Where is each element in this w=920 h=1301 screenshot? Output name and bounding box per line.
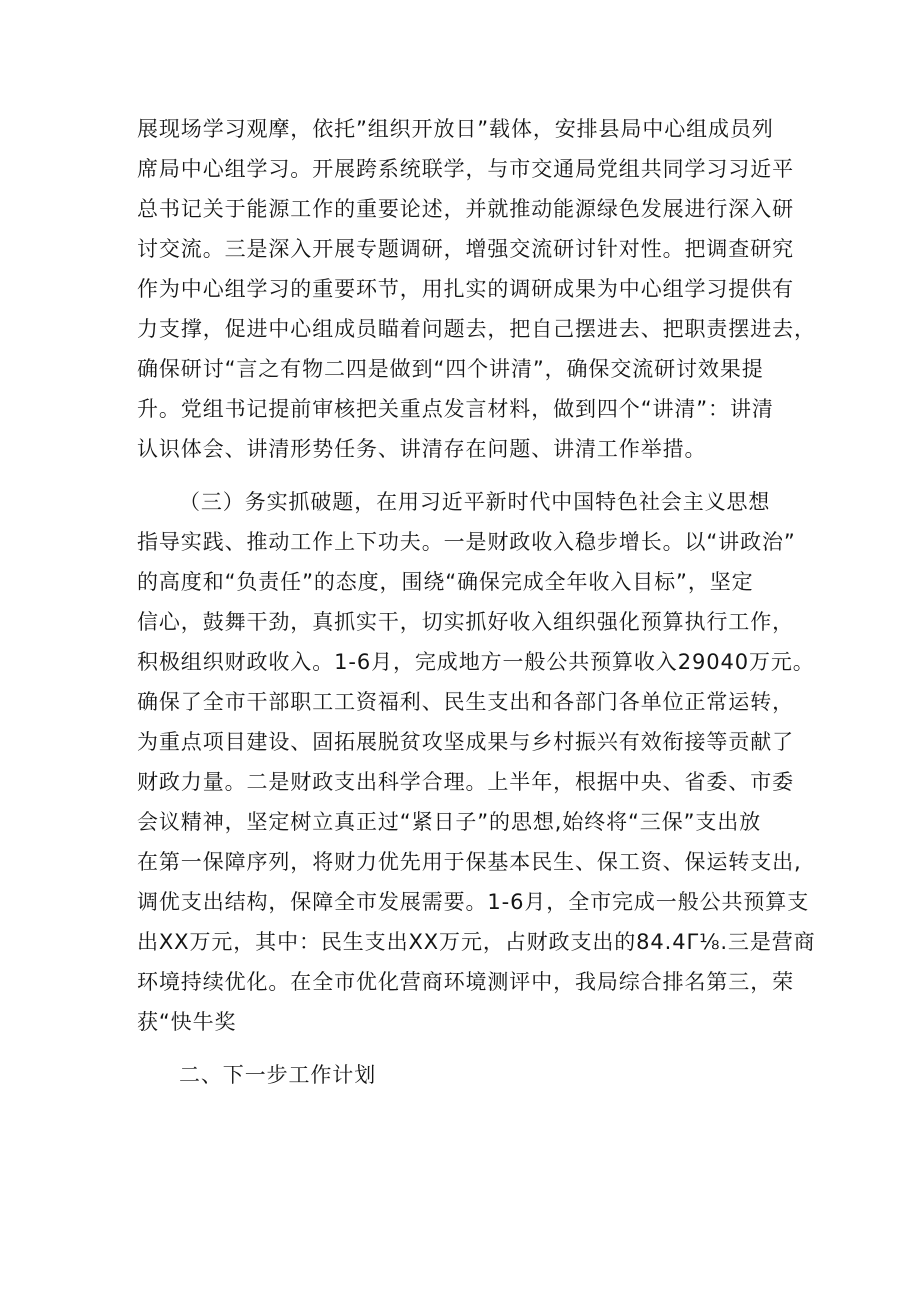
text-line: 讨交流。三是深入开展专题调研，增强交流研讨针对性。把调查研究 [137,237,794,261]
text-line: 认识体会、讲清形势任务、讲清存在问题、讲清工作举措。 [137,437,707,461]
text-line: 信心，鼓舞干劲，真抓实干，切实抓好收入组织强化预算执行工作， [137,610,794,634]
text-line: 升。党组书记提前审核把关重点发言材料，做到四个“讲清”：讲清 [137,397,774,421]
section-heading: 二、下一步工作计划 [179,1063,377,1087]
text-line: 的高度和“负责任”的态度，围绕“确保完成全年收入目标”，坚定 [137,570,754,594]
paragraph-spacer [137,1042,797,1055]
text-line: 展现场学习观摩，依托”组织开放日”载体，安排县局中心组成员列 [137,117,774,141]
text-line: 调优支出结构，保障全市发展需要。1-6月，全市完成一般公共预算支 [137,890,810,914]
text-line: 积极组织财政收入。1-6月，完成地方一般公共预算收入29040万元。 [137,650,815,674]
text-line: 作为中心组学习的重要环节，用扎实的调研成果为中心组学习提供有 [137,277,794,301]
document-body [137,109,816,1095]
text-line: 环境持续优化。在全市优化营商环境测评中，我局综合排名第三，荣 [137,970,794,994]
paragraph-spacer [137,469,797,482]
text-line: 力支撑，促进中心组成员瞄着问题去，把自己摆进去、把职责摆进去， [137,317,816,341]
text-line: 总书记关于能源工作的重要论述，并就推动能源绿色发展进行深入研 [137,197,794,221]
text-line: （三）务实抓破题，在用习近平新时代中国特色社会主义思想 [179,490,771,514]
text-line: 财政力量。二是财政支出科学合理。上半年，根据中央、省委、市委 [137,770,794,794]
text-line: 获“快牛奖 [137,1010,237,1034]
text-line: 会议精神，坚定树立真正过“紧日子”的思想,始终将“三保”支出放 [137,810,762,834]
text-line: 确保了全市干部职工工资福利、民生支出和各部门各单位正常运转， [137,690,794,714]
text-line: 出XX万元，其中：民生支出XX万元，占财政支出的84.4Γ⅛.三是营商 [137,930,816,954]
text-line: 在第一保障序列，将财力优先用于保基本民生、保工资、保运转支出, [137,850,802,874]
text-line: 为重点项目建设、固拓展脱贫攻坚成果与乡村振兴有效衔接等贡献了 [137,730,794,754]
paragraph-2 [137,482,816,1042]
text-line: 确保研讨“言之有物二四是做到“四个讲清”，确保交流研讨效果提 [137,357,764,381]
text-line: 指导实践、推动工作上下功夫。一是财政收入稳步增长。以“讲政治” [137,530,796,554]
text-line: 席局中心组学习。开展跨系统联学，与市交通局党组共同学习习近平 [137,157,794,181]
paragraph-1 [137,109,816,469]
